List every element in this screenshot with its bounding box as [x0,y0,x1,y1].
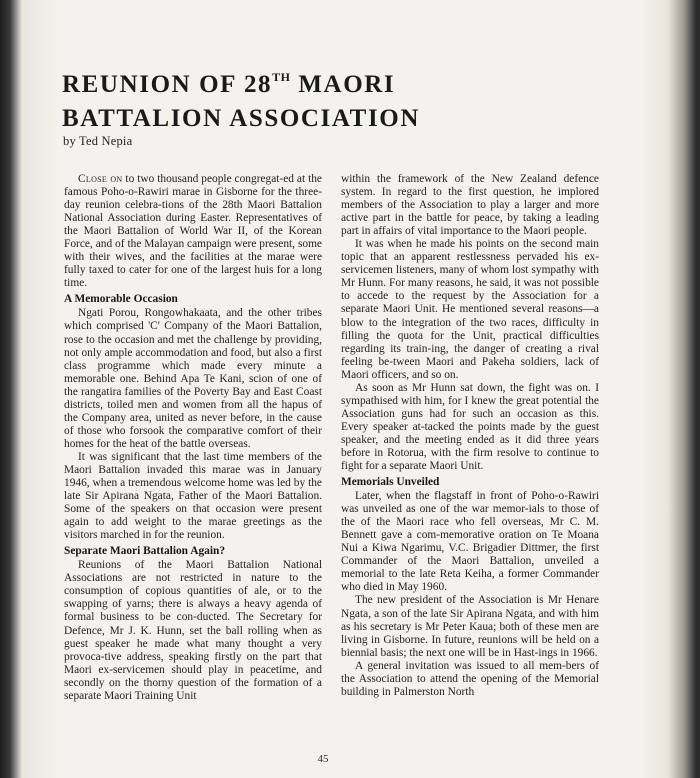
paragraph: Ngati Porou, Rongowhakaata, and the other tribes which comprised 'C' Company of the Maori Battalion, rose to the occasion and met the challenge by providing, not only ample accommodation and food, but also a first class programme which made every minute a memorable one. Behind Apa Te Kani, scion of one of the rangatira families of the Poverty Bay and East Coast districts, toiled men and women from all the hapus of the Company area, united as never before, in the cause of those who forsook the comparative comfort of their homes for the heat of the battle overseas. [64,307,322,450]
section-heading: Separate Maori Battalion Again? [64,545,226,558]
ordinal-suffix: TH [272,70,291,84]
lead-in: Close on [78,173,123,185]
paragraph: It was when he made his points on the second main topic that an apparent restlessness pervaded his ex-servicemen listeners, many of whom lost sympathy with Mr Hunn. For many reasons, he said, it was not possible to accede to the request by the Association for a separate Maori Unit. He mentioned several reasons—a blow to the integration of the two races, difficulty in filling the quota for the Unit, practical difficulties regarding its train-ing, the danger of creating a rival feeling be-tween Maori and Pakeha soldiers, lack of Maori officers, and so on. [341,238,599,381]
paragraph: The new president of the Association is Mr Henare Ngata, a son of the late Sir Apirana Ngata, and with him as his secretary is Mr Peter Kaua; both of these men are living in Gisborne. In future, reunions will be held on a biennial basis; the next one will be in Hast-ings in 1966. [341,594,599,659]
paragraph: Later, when the flagstaff in front of Poho-o-Rawiri was unveiled as one of the war memor-ials to those of the of the Maori race who fell overseas, Mr C. M. Bennett gave a com-memorative oration on Te Moana Nui a Kiwa Ngarimu, V.C. Brigadier Dittmer, the first Commander of the Maori Battalion, unveiled a memorial to the late Reta Keiha, a former Commander who died in May 1960. [341,490,599,594]
paragraph: within the framework of the New Zealand defence system. In regard to the first question, he implored members of the Association to play a larger and more active part in the battle for peace, by taking a leading part in affairs of vital importance to the Maori people. [341,173,599,238]
section-heading: Memorials Unveiled [341,476,440,489]
magazine-page [20,0,684,778]
paragraph: A general invitation was issued to all mem-bers of the Association to attend the opening of the Memorial building in Palmerston North [341,659,599,698]
byline: by Ted Nepia [63,134,133,148]
right-column [341,173,599,699]
left-column [64,173,322,703]
page-number: 45 [317,753,329,765]
article-title: REUNION OF 28TH MAORI BATTALION ASSOCIATION [62,70,420,132]
paragraph: Close on to two thousand people congregat-ed at the famous Poho-o-Rawiri marae in Gisborne for the three-day reunion celebra-tions of the 28th Maori Battalion National Association during Easter. Representatives of the Maori Battalion of World War II, of the Korean Force, and of the Malayan campaign were present, some with their wives, and the facilities at the marae were fully taxed to cater for one of the largest huis for a long time. [64,173,322,290]
section-heading: A Memorable Occasion [64,293,178,306]
paragraph: As soon as Mr Hunn sat down, the fight was on. I sympathised with him, for I knew the great potential the Association guns had for such an occasion as this. Every speaker at-tacked the points made by the guest speaker, and the meeting ended as it did three years before in Rotorua, with the firm resolve to continue to fight for a separate Maori Unit. [341,381,599,473]
paragraph: It was significant that the last time members of the Maori Battalion invaded this marae was in January 1946, when a tremendous welcome home was led by the late Sir Apirana Ngata, Father of the Maori Battalion. Some of the speakers on that occasion were present again to add weight to the marae greetings as the visitors marched in for the reunion. [64,450,322,542]
paragraph: Reunions of the Maori Battalion National Associations are not restricted in nature to the consumption of copious quantities of ale, or to the swapping of yarns; there is always a heavy agenda of formal business to be con-ducted. The Secretary for Defence, Mr J. K. Hunn, set the ball rolling when as guest speaker he made what many thought a very provoca-tive address, speaking firstly on the part that Maori ex-servicemen should play in peacetime, and secondly on the thorny question of the formation of a separate Maori Training Unit [64,559,322,702]
